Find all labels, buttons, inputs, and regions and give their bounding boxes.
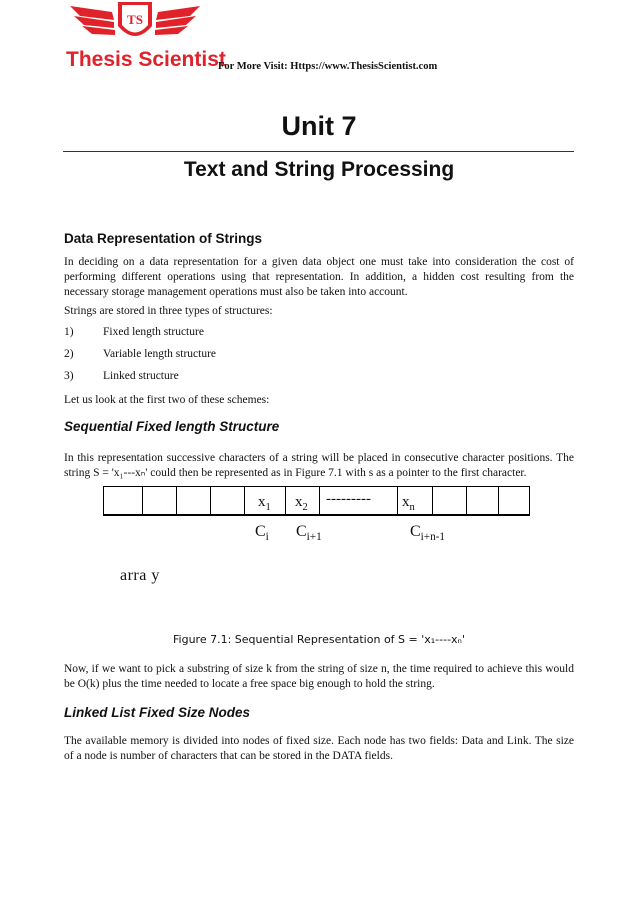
list-item-number: 3) (64, 370, 74, 382)
array-cell (498, 486, 530, 516)
array-cell (176, 486, 211, 516)
list-item-number: 1) (64, 326, 74, 338)
paragraph: The available memory is divided into nodes of fixed size. Each node has two fields: Data and Link. The size of a node is number of characters that can be stored in the DATA fields. (64, 735, 574, 763)
array-cell-xn (397, 486, 433, 516)
paragraph: In deciding on a data representation for a given data object one must take into consideration the cost of performing different operations using that representation. In addition, a hidden cost resulting from the necessary storage management operations must also be taken into account. (64, 256, 574, 299)
paragraph: Strings are stored in three types of structures: (64, 305, 273, 317)
list-item: Variable length structure (103, 348, 217, 360)
array-cell-dashes (319, 486, 398, 516)
array-cell-x2 (285, 486, 320, 516)
logo-badge: TS (127, 12, 143, 27)
paragraph: Let us look at the first two of these schemes: (64, 394, 270, 406)
title-divider (63, 151, 574, 152)
array-label-x2: $x_2$ (295, 494, 308, 513)
list-item-number: 2) (64, 348, 74, 360)
figure-caption: Figure 7.1: Sequential Representation of S = 'x₁----xₙ' (173, 633, 465, 646)
list-item: Fixed length structure (103, 326, 204, 338)
array-label-xn: $x_n$ (402, 494, 415, 513)
visit-text: For More Visit: Https://www.ThesisScientist.com (218, 61, 438, 72)
array-figure (103, 486, 530, 518)
page-subtitle: Text and String Processing (183, 158, 455, 181)
section-heading-data-representation: Data Representation of Strings (64, 231, 263, 246)
array-cell-x1 (244, 486, 286, 516)
array-cell (210, 486, 245, 516)
list-item: Linked structure (103, 370, 179, 382)
section-heading-sequential-fixed: Sequential Fixed length Structure (64, 419, 280, 434)
page-title: Unit 7 (281, 111, 357, 141)
paragraph: Now, if we want to pick a substring of size k from the string of size n, the time required to achieve this would be O(k) plus the time needed to locate a free space big enough to hold the string. (64, 663, 574, 691)
logo-text: Thesis Scientist (66, 48, 226, 71)
array-cell (432, 486, 467, 516)
array-cell (142, 486, 177, 516)
array-label-x1: $x_1$ (258, 494, 271, 513)
section-heading-linked-list: Linked List Fixed Size Nodes (64, 705, 251, 720)
label-ci-plus-n-minus-1: $C_{i+n-1}$ (410, 523, 446, 544)
logo-wings-icon (60, 0, 210, 50)
label-ci: $C_i$ (255, 523, 269, 544)
array-cell (103, 486, 143, 516)
array-label: arra y (120, 567, 160, 584)
label-ci-plus-1: $C_{i+1}$ (296, 523, 322, 544)
array-cell (466, 486, 499, 516)
array-dashes: --------- (326, 491, 371, 507)
paragraph: In this representation successive characters of a string will be placed in consecutive character positions. The string S = 'x₁---xₙ' could then be represented as in Figure 7.1 with s as a pointer to the first character. (64, 452, 574, 480)
